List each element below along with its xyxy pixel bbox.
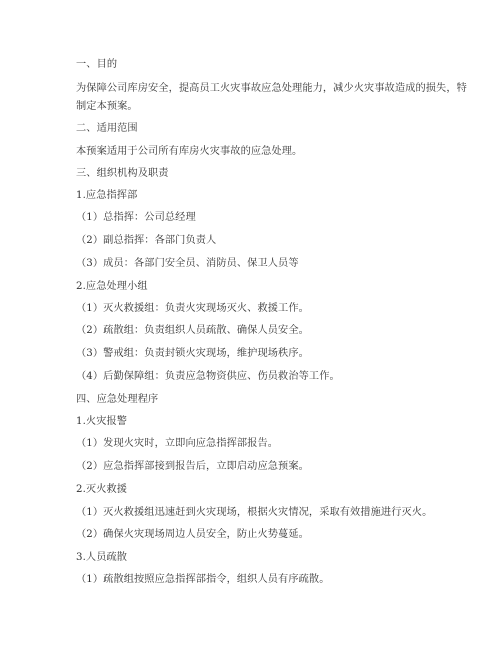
subheading-team: 2.应急处理小组 <box>76 281 148 292</box>
list-item: （2）确保火灾现场周边人员安全，防止火势蔓延。 <box>76 529 309 540</box>
list-item: （1）发现火灾时，立即向应急指挥部报告。 <box>76 438 279 449</box>
list-item: （2）应急指挥部接到报告后，立即启动应急预案。 <box>76 461 309 472</box>
list-item: （4）后勤保障组：负责应急物资供应、伤员救治等工作。 <box>76 371 340 382</box>
subheading-alarm: 1.火灾报警 <box>76 416 128 427</box>
subheading-evacuation: 3.人员疏散 <box>76 552 128 563</box>
heading-scope: 二、适用范围 <box>76 123 138 134</box>
list-item: （1）灭火救援组：负责火灾现场灭火、救援工作。 <box>76 303 309 314</box>
list-item: （2）副总指挥：各部门负责人 <box>76 235 217 246</box>
subheading-firefighting: 2.灭火救援 <box>76 484 128 495</box>
paragraph-scope: 本预案适用于公司所有库房火灾事故的应急处理。 <box>76 146 303 157</box>
list-item: （2）疏散组：负责组织人员疏散、确保人员安全。 <box>76 325 309 336</box>
list-item: （3）警戒组：负责封锁火灾现场，维护现场秩序。 <box>76 348 309 359</box>
list-item: （1）总指挥：公司总经理 <box>76 212 196 223</box>
subheading-command: 1.应急指挥部 <box>76 190 138 201</box>
paragraph-purpose: 为保障公司库房安全，提高员工火灾事故应急处理能力，减少火灾事故造成的损失，特制定本预案。 <box>76 83 467 112</box>
list-item: （1）灭火救援组迅速赶到火灾现场，根据火灾情况，采取有效措施进行灭火。 <box>76 507 433 518</box>
heading-organization: 三、组织机构及职责 <box>76 168 169 179</box>
list-item: （3）成员：各部门安全员、消防员、保卫人员等 <box>76 258 299 269</box>
list-item: （1）疏散组按照应急指挥部指令，组织人员有序疏散。 <box>76 574 330 585</box>
heading-procedure: 四、应急处理程序 <box>76 394 159 405</box>
heading-purpose: 一、目的 <box>76 59 118 70</box>
